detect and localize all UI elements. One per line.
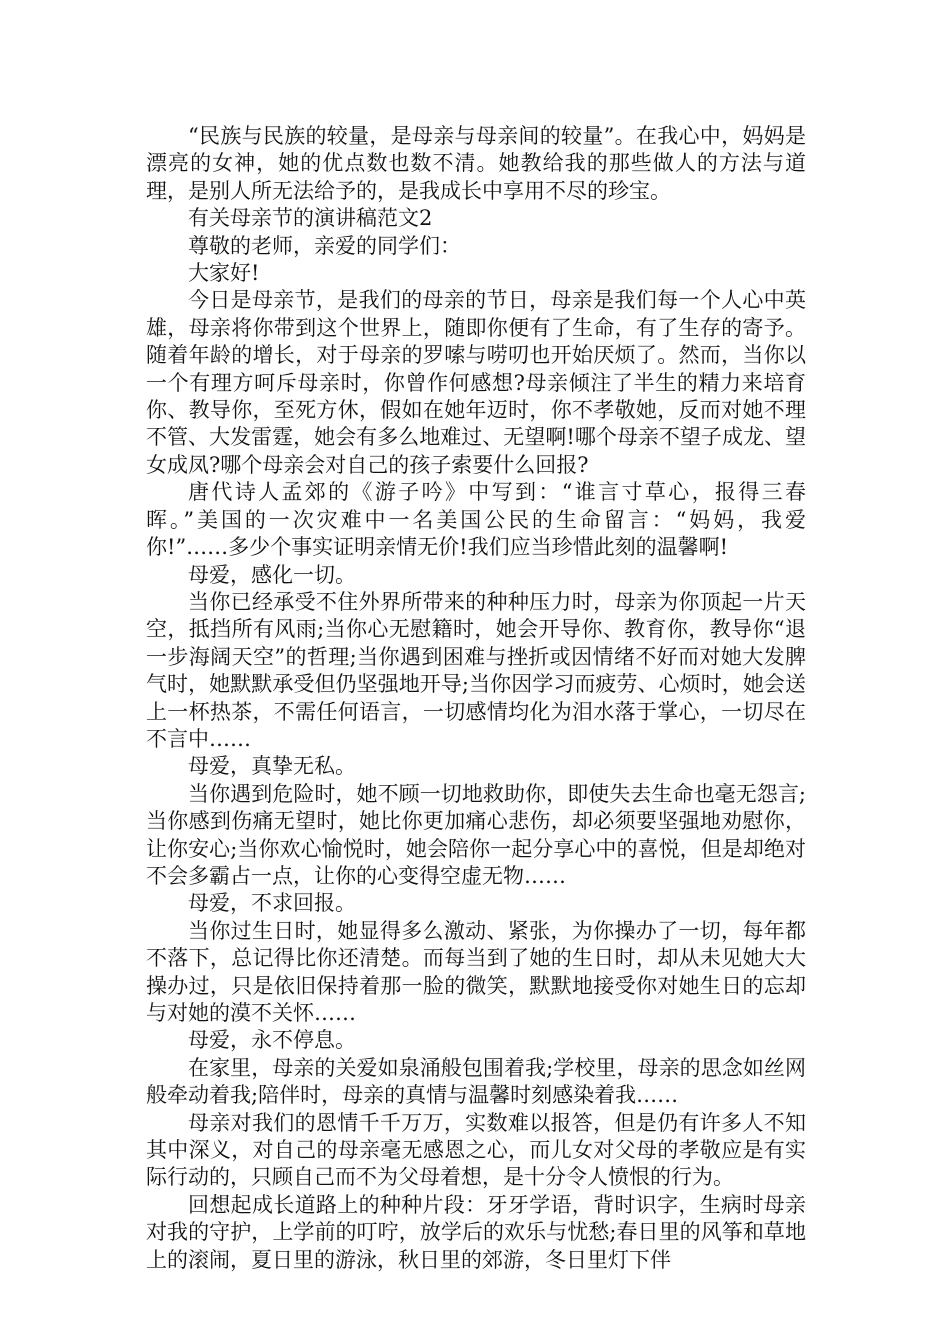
subheading: 母爱，真挚无私。 [188, 754, 356, 779]
subheading: 母爱，感化一切。 [188, 562, 356, 587]
document-body [146, 123, 806, 1274]
subheading: 母爱，永不停息。 [188, 1028, 356, 1053]
paragraph: 当你遇到危险时，她不顾一切地救助你，即使失去生命也毫无怨言;当你感到伤痛无望时，她比你更加痛心悲伤，却必须要坚强地劝慰你，让你安心;当你欢心愉悦时，她会陪你一起分享心中的喜悦，但是却绝对不会多霸占一点，让你的心变得空虚无物…… [146, 781, 806, 888]
paragraph: 唐代诗人孟郊的《游子吟》中写到：“谁言寸草心，报得三春晖。”美国的一次灾难中一名美国公民的生命留言：“妈妈，我爱你!”……多少个事实证明亲情无价!我们应当珍惜此刻的温馨啊! [146, 480, 806, 560]
paragraph: 在家里，母亲的关爱如泉涌般包围着我;学校里，母亲的思念如丝网般牵动着我;陪伴时，母亲的真情与温馨时刻感染着我…… [146, 1055, 806, 1108]
paragraph: 今日是母亲节，是我们的母亲的节日，母亲是我们每一个人心中英雄，母亲将你带到这个世界上，随即你便有了生命，有了生存的寄予。随着年龄的增长，对于母亲的罗嗦与唠叨也开始厌烦了。然而，当你以一个有理方呵斥母亲时，你曾作何感想?母亲倾注了半生的精力来培育你、教导你，至死方休，假如在她年迈时，你不孝敬她，反而对她不理不管、大发雷霆，她会有多么地难过、无望啊!哪个母亲不望子成龙、望女成凤?哪个母亲会对自己的孩子索要什么回报? [146, 288, 806, 477]
greeting: 大家好! [188, 261, 260, 286]
paragraph: 当你已经承受不住外界所带来的种种压力时，母亲为你顶起一片天空，抵挡所有风雨;当你心无慰籍时，她会开导你、教育你，教导你“退一步海阔天空”的哲理;当你遇到困难与挫折或因情绪不好而对她大发脾气时，她默默承受但仍坚强地开导;当你因学习而疲劳、心烦时，她会送上一杯热茶，不需任何语言，一切感情均化为泪水落于掌心，一切尽在不言中…… [146, 589, 806, 751]
salutation: 尊敬的老师，亲爱的同学们： [188, 233, 461, 258]
paragraph: 母亲对我们的恩情千千万万，实数难以报答，但是仍有许多人不知其中深义，对自己的母亲毫无感恩之心，而儿女对父母的孝敬应是有实际行动的，只顾自己而不为父母着想，是十分令人愤恨的行为。 [146, 1110, 806, 1190]
subheading: 母爱，不求回报。 [188, 891, 356, 916]
section-title: 有关母亲节的演讲稿范文2 [188, 206, 433, 231]
paragraph-intro: “民族与民族的较量，是母亲与母亲间的较量”。在我心中，妈妈是漂亮的女神，她的优点数也数不清。她教给我的那些做人的方法与道理，是别人所无法给予的，是我成长中享用不尽的珍宝。 [146, 124, 806, 203]
paragraph: 当你过生日时，她显得多么激动、紧张，为你操办了一切，每年都不落下，总记得比你还清楚。而每当到了她的生日时，却从未见她大大操办过，只是依旧保持着那一脸的微笑，默默地接受你对她生日的忘却与对她的漠不关怀…… [146, 918, 806, 1025]
paragraph: 回想起成长道路上的种种片段：牙牙学语，背时识字，生病时母亲对我的守护，上学前的叮咛，放学后的欢乐与忧愁;春日里的风筝和草地上的滚闹，夏日里的游泳，秋日里的郊游，冬日里灯下伴 [146, 1192, 806, 1272]
